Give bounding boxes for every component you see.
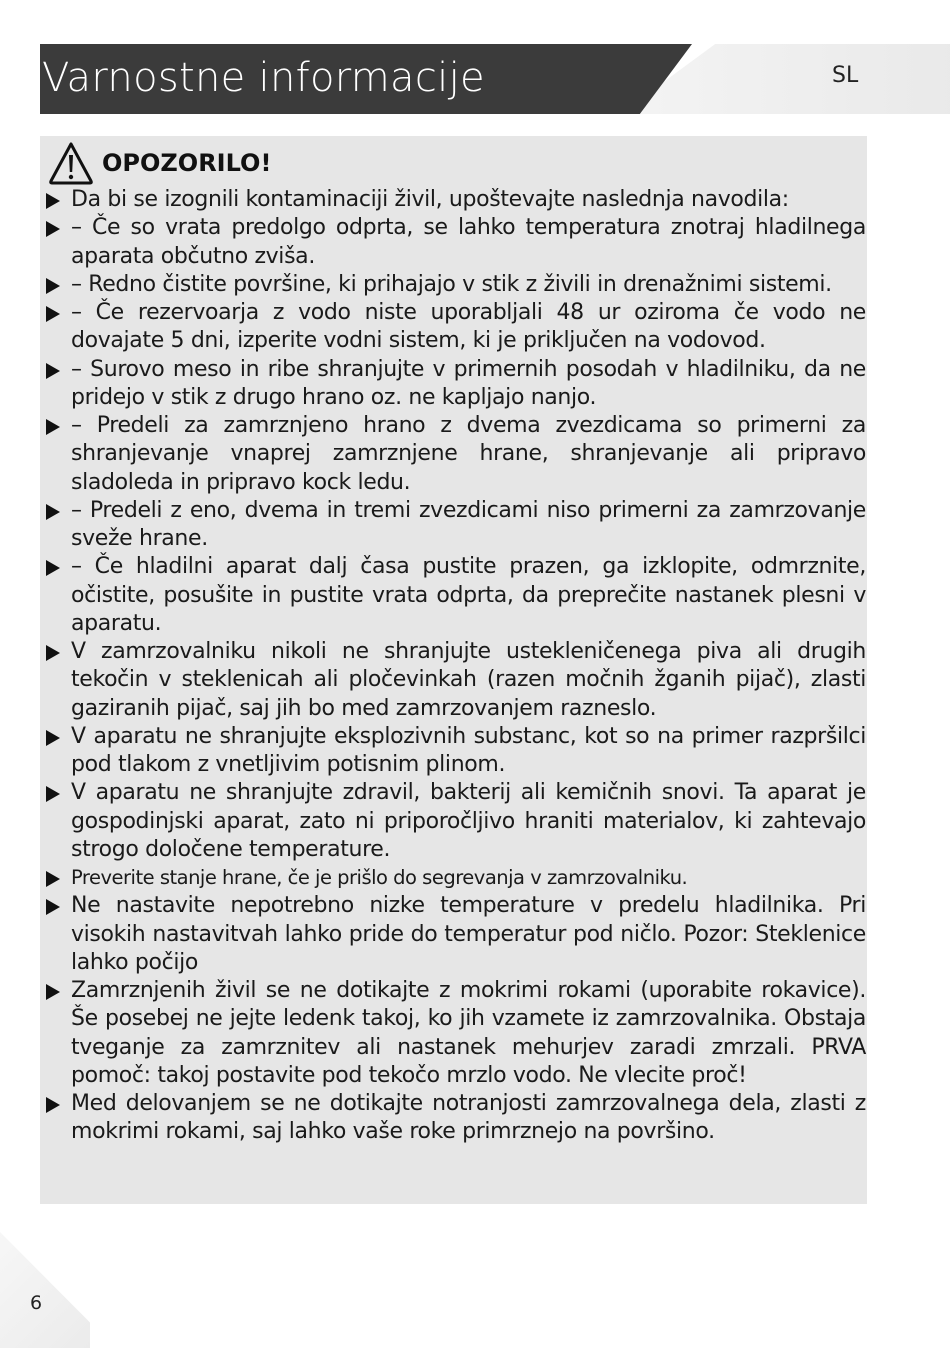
list-item: Preverite stanje hrane, če je prišlo do segrevanja v zamrzovalniku. [44,864,866,892]
list-item: – Redno čistite površine, ki prihajajo v stik z živili in drenažnimi sistemi. [44,271,866,299]
list-item: Da bi se izognili kontaminaciji živil, upoštevajte naslednja navodila: [44,186,866,214]
bullet-arrow-icon [46,645,60,661]
bullet-arrow-icon [46,730,60,746]
bullet-arrow-icon [46,560,60,576]
bullet-arrow-icon [46,221,60,237]
page-number: 6 [30,1292,43,1314]
safety-instructions-list [44,186,866,1147]
list-item: Zamrznjenih živil se ne dotikajte z mokrimi rokami (uporabite rokavice). Še posebej ne jejte ledenk takoj, ko jih vzamete iz zamrzovalnika. Obstaja tveganje za zamrznitev ali nastanek mehurjev zaradi zmrzali. PRVA pomoč: takoj postavite pod tekočo mrzlo vodo. Ne vlecite proč! [44,977,866,1090]
list-item: V zamrzovalniku nikoli ne shranjujte ustekleničenega piva ali drugih tekočin v steklenicah ali pločevinkah (razen močnih žganih pijač), zlasti gaziranih pijač, saj jih bo med zamrzovanjem razneslo. [44,638,866,723]
list-item: – Če so vrata predolgo odprta, se lahko temperatura znotraj hladilnega aparata občutno zviša. [44,214,866,271]
bullet-arrow-icon [46,899,60,915]
list-item: – Če rezervoarja z vodo niste uporabljali 48 ur oziroma če vodo ne dovajate 5 dni, izperite vodni sistem, ki je priključen na vodovod. [44,299,866,356]
bullet-arrow-icon [46,193,60,209]
warning-heading [48,141,271,185]
list-item: – Predeli z eno, dvema in tremi zvezdicami niso primerni za zamrzovanje sveže hrane. [44,497,866,554]
bullet-arrow-icon [46,278,60,294]
bullet-arrow-icon [46,1097,60,1113]
list-item: Ne nastavite nepotrebno nizke temperature v predelu hladilnika. Pri visokih nastavitvah lahko pride do temperatur pod ničlo. Pozor: Steklenice lahko počijo [44,892,866,977]
bullet-arrow-icon [46,871,60,887]
bullet-arrow-icon [46,419,60,435]
page-corner-decoration [0,1232,90,1348]
warning-title: OPOZORILO! [102,149,272,177]
list-item: V aparatu ne shranjujte eksplozivnih substanc, kot so na primer razpršilci pod tlakom z vnetljivim potisnim plinom. [44,723,866,780]
bullet-arrow-icon [46,306,60,322]
list-item: – Surovo meso in ribe shranjujte v primernih posodah v hladilniku, da ne pridejo v stik z drugo hrano oz. ne kapljajo nanjo. [44,356,866,413]
bullet-arrow-icon [46,363,60,379]
warning-triangle-icon [48,141,94,185]
language-code: SL [832,63,859,88]
list-item: Med delovanjem se ne dotikajte notranjosti zamrzovalnega dela, zlasti z mokrimi rokami, saj lahko vaše roke primrznejo na površino. [44,1090,866,1147]
bullet-arrow-icon [46,786,60,802]
bullet-arrow-icon [46,504,60,520]
bullet-arrow-icon [46,984,60,1000]
list-item: – Predeli za zamrznjeno hrano z dvema zvezdicama so primerni za shranjevanje vnaprej zamrznjene hrane, shranjevanje ali pripravo sladoleda in pripravo kock ledu. [44,412,866,497]
list-item: – Če hladilni aparat dalj časa pustite prazen, ga izklopite, odmrznite, očistite, posušite in pustite vrata odprta, da preprečite nastanek plesni v aparatu. [44,553,866,638]
list-item: V aparatu ne shranjujte zdravil, bakterij ali kemičnih snovi. Ta aparat je gospodinjski aparat, zato ni priporočljivo hraniti materialov, ki zahtevajo strogo določene temperature. [44,779,866,864]
page-title: Varnostne informacije [42,55,485,101]
